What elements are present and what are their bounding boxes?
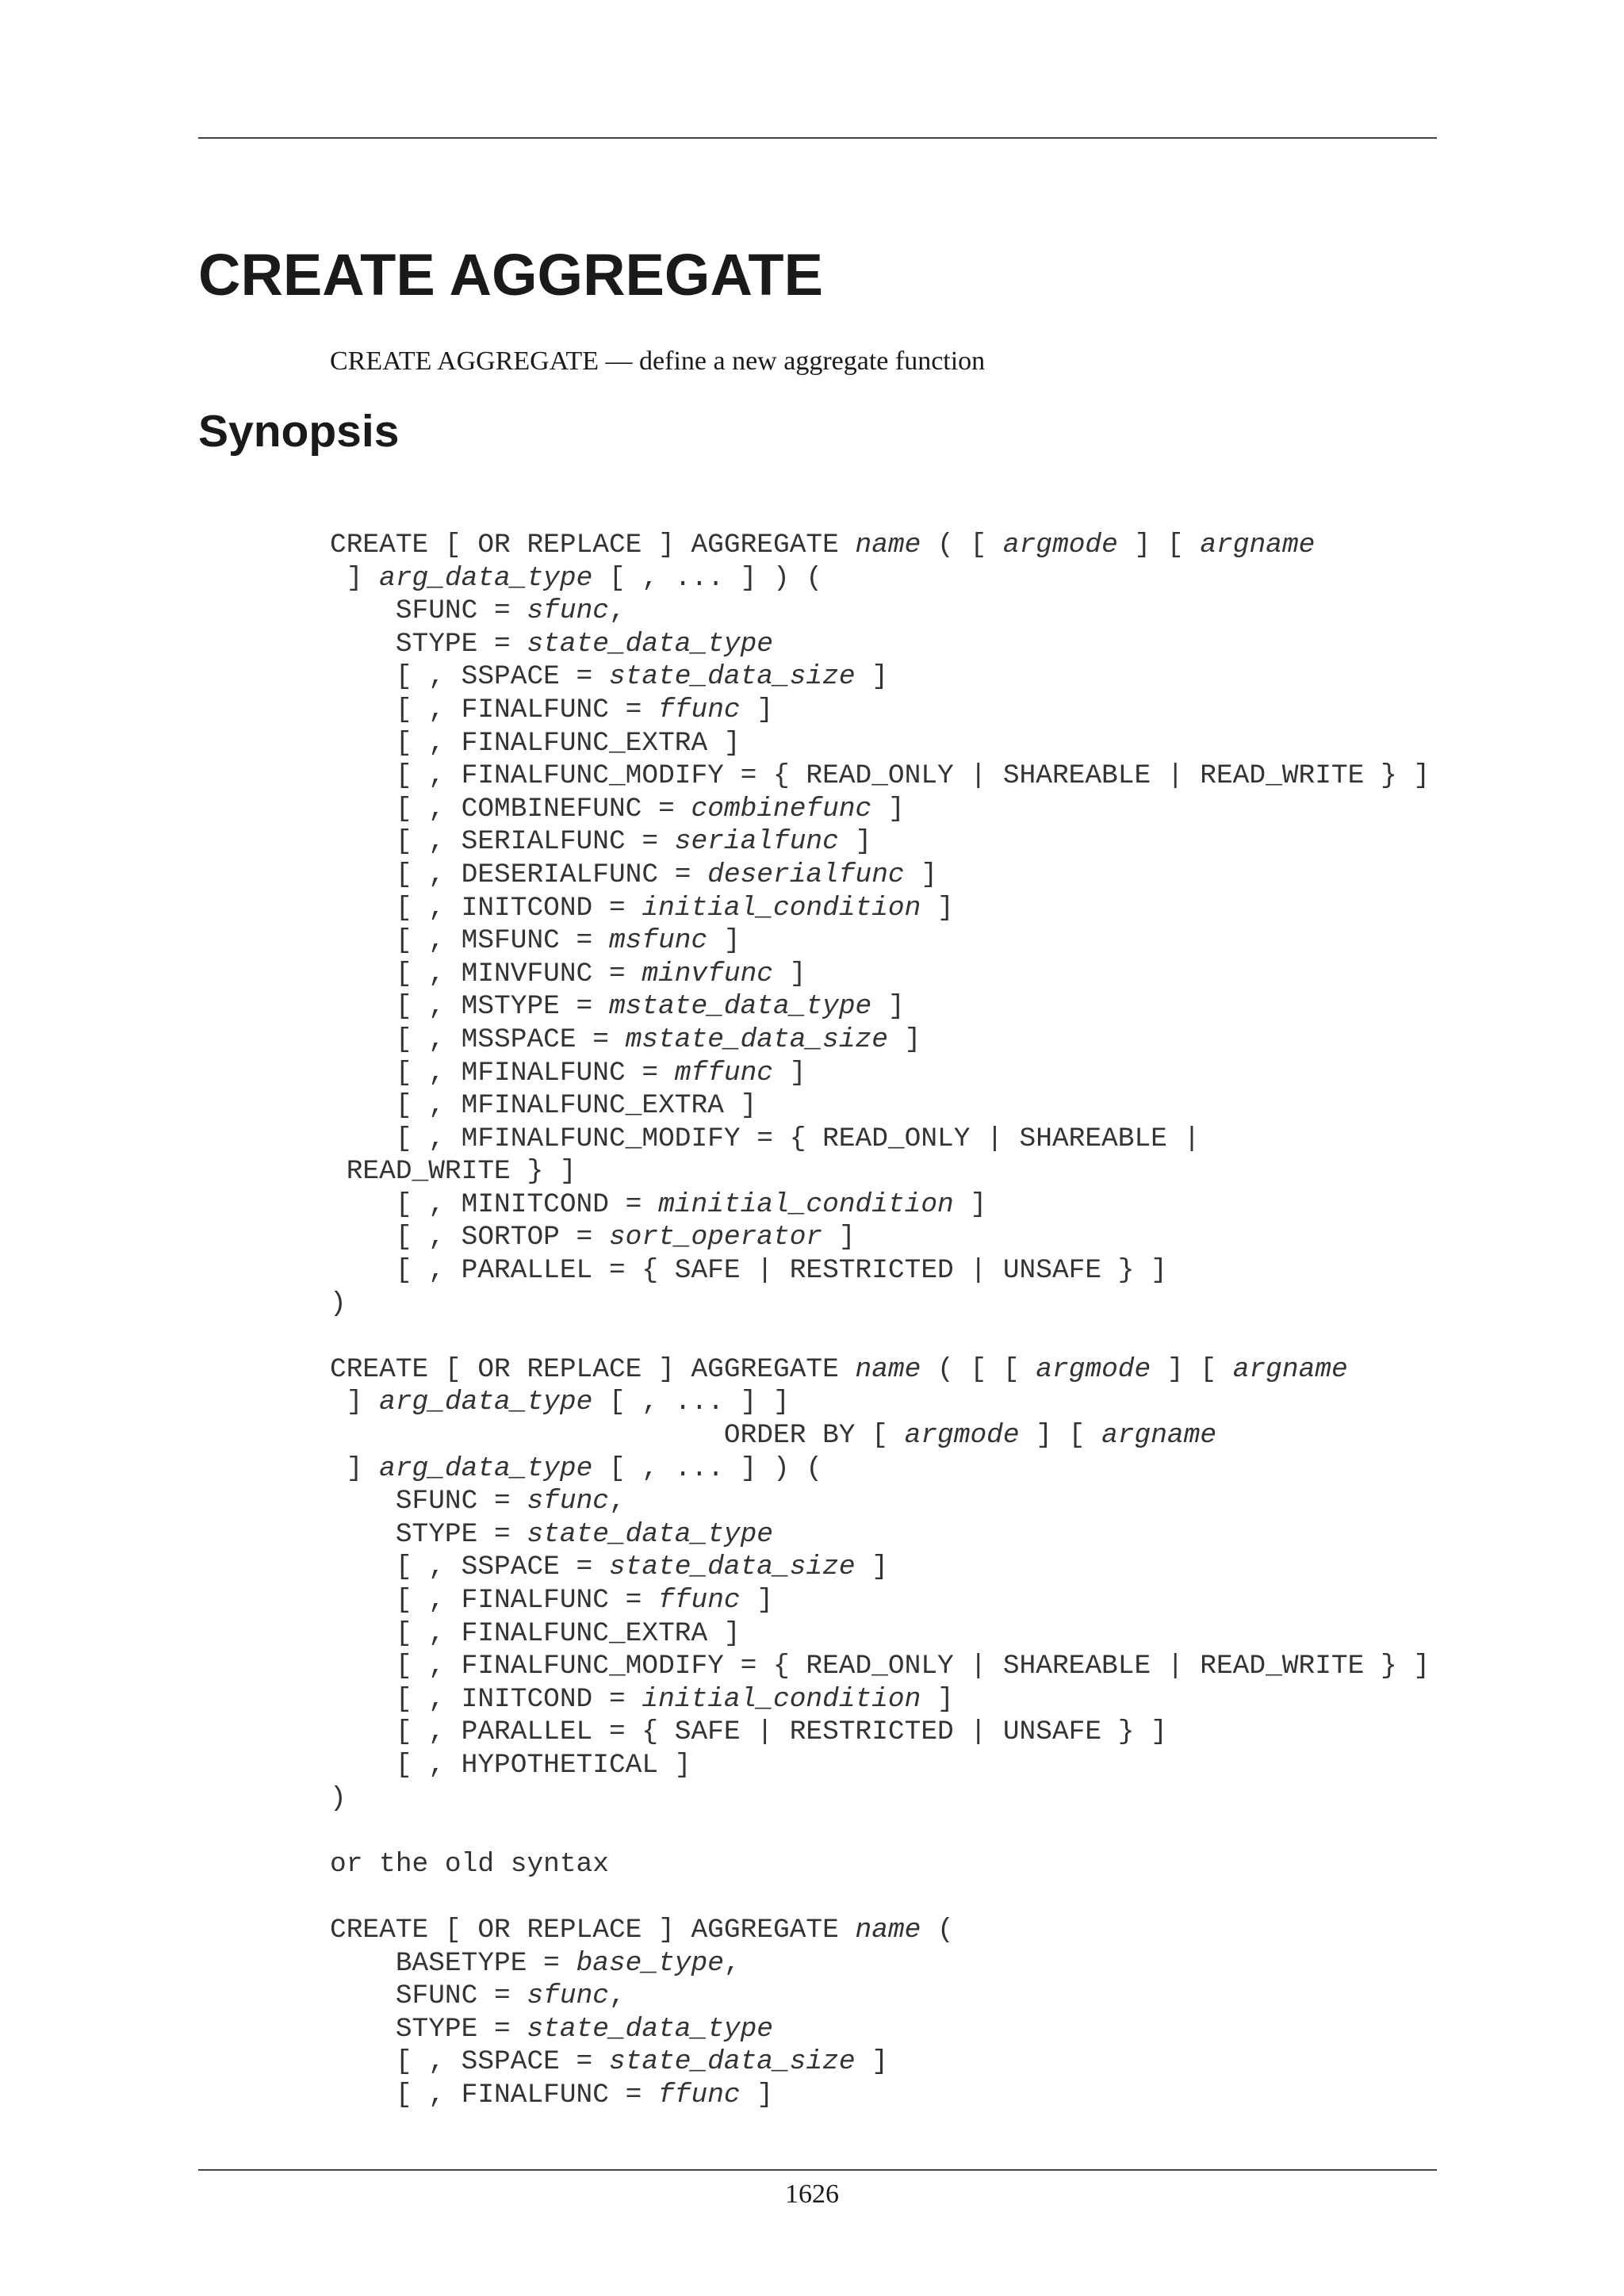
code-text: [ , MFINALFUNC = [330, 1057, 675, 1089]
code-line [330, 1584, 1430, 1617]
code-line [330, 1848, 1430, 1881]
code-line [330, 1485, 1430, 1518]
code-line [330, 1947, 1430, 1980]
code-text: [ , ... ] ] [592, 1387, 790, 1418]
code-text: ) [330, 1288, 347, 1319]
code-text: ] [330, 1452, 380, 1484]
code-text: [ , FINALFUNC_MODIFY = { READ_ONLY | SHAREABLE | READ_WRITE } ] [330, 1651, 1431, 1682]
code-placeholder: combinefunc [691, 793, 872, 825]
code-text: , [608, 1486, 626, 1517]
code-text: [ , FINALFUNC = [330, 2079, 659, 2110]
code-text: [ , MSSPACE = [330, 1024, 626, 1055]
code-line [330, 1057, 1430, 1090]
code-line [330, 1914, 1430, 1947]
code-placeholder: arg_data_type [379, 1387, 593, 1418]
code-text: STYPE = [330, 1518, 527, 1550]
code-line [330, 2013, 1430, 2046]
code-placeholder: sfunc [527, 1486, 609, 1517]
code-text: [ , MINITCOND = [330, 1188, 659, 1220]
code-text: ( [ [921, 530, 1003, 561]
synopsis-heading: Synopsis [198, 406, 400, 457]
code-line [330, 1749, 1430, 1782]
code-line [330, 628, 1430, 661]
code-placeholder: ffunc [658, 2079, 741, 2110]
code-line [330, 595, 1430, 628]
code-text: [ , MFINALFUNC_MODIFY = { READ_ONLY | SHAREABLE | [330, 1123, 1201, 1154]
reference-purpose: CREATE AGGREGATE — define a new aggregate function [330, 346, 986, 376]
code-placeholder: mstate_data_type [608, 991, 872, 1023]
code-placeholder: serialfunc [674, 826, 839, 858]
code-text: or the old syntax [330, 1848, 609, 1880]
code-text: ] [ [1151, 1353, 1233, 1385]
code-line [330, 1221, 1430, 1254]
code-line [330, 990, 1430, 1024]
synopsis-code-block [330, 529, 1430, 2112]
code-text: SFUNC = [330, 1486, 527, 1517]
code-placeholder: sort_operator [608, 1222, 823, 1253]
code-text: ] [921, 892, 954, 924]
code-line [330, 1353, 1430, 1387]
code-text: BASETYPE = [330, 1947, 576, 1979]
code-text: CREATE [ OR REPLACE ] AGGREGATE [330, 1914, 856, 1946]
code-text: ( [921, 1914, 954, 1946]
footer-rule [198, 2169, 1437, 2171]
code-placeholder: sfunc [527, 1980, 609, 2012]
code-text: [ , MSFUNC = [330, 925, 609, 957]
code-text: ] [838, 826, 872, 858]
blank-line [330, 1815, 1430, 1848]
blank-line [330, 1881, 1430, 1914]
code-text: ] [773, 958, 806, 989]
code-line [330, 793, 1430, 826]
code-text: ] [921, 1683, 954, 1715]
code-placeholder: argname [1101, 1420, 1217, 1452]
code-text: [ , FINALFUNC_MODIFY = { READ_ONLY | SHAREABLE | READ_WRITE } ] [330, 760, 1431, 792]
code-placeholder: initial_condition [642, 892, 921, 924]
code-text: [ , COMBINEFUNC = [330, 793, 691, 825]
code-text: ] [953, 1188, 987, 1220]
code-text: [ , FINALFUNC_EXTRA ] [330, 1617, 741, 1649]
page-number: 1626 [785, 2179, 839, 2209]
code-text: ] [ [1117, 530, 1201, 561]
code-text: STYPE = [330, 2013, 527, 2045]
code-text: [ , INITCOND = [330, 892, 642, 924]
code-text: STYPE = [330, 628, 527, 660]
code-text: [ , SORTOP = [330, 1222, 609, 1253]
code-line [330, 1386, 1430, 1419]
code-line [330, 2045, 1430, 2079]
code-line [330, 694, 1430, 727]
code-line [330, 1716, 1430, 1749]
code-placeholder: ffunc [658, 694, 741, 725]
code-placeholder: sfunc [527, 595, 609, 627]
code-text: ] [871, 991, 905, 1023]
code-placeholder: state_data_type [527, 1518, 774, 1550]
code-text: ] [855, 661, 888, 693]
code-text: ] [740, 2079, 774, 2110]
code-text: [ , FINALFUNC_EXTRA ] [330, 727, 741, 759]
code-text: ( [ [ [921, 1353, 1036, 1385]
code-line [330, 1617, 1430, 1651]
code-text: [ , SSPACE = [330, 661, 609, 693]
code-line [330, 892, 1430, 925]
code-placeholder: state_data_size [608, 2046, 856, 2078]
code-text: ] [330, 1387, 380, 1418]
code-line [330, 1683, 1430, 1716]
code-placeholder: msfunc [608, 925, 708, 957]
code-text: ] [330, 562, 380, 594]
code-placeholder: argmode [904, 1420, 1020, 1452]
code-text: ] [707, 925, 741, 957]
code-text: [ , MFINALFUNC_EXTRA ] [330, 1090, 757, 1122]
code-line [330, 1288, 1430, 1321]
code-text: [ , SERIALFUNC = [330, 826, 675, 858]
code-placeholder: state_data_size [608, 661, 856, 693]
code-text: [ , MINVFUNC = [330, 958, 642, 989]
code-line [330, 1419, 1430, 1452]
code-placeholder: minitial_condition [658, 1188, 954, 1220]
code-line [330, 727, 1430, 760]
code-text: , [723, 1947, 741, 1979]
code-text: ] [887, 1024, 921, 1055]
code-text: [ , PARALLEL = { SAFE | RESTRICTED | UNSAFE } ] [330, 1255, 1167, 1287]
code-text: , [608, 1980, 626, 2012]
code-placeholder: base_type [576, 1947, 724, 1979]
blank-line [330, 1320, 1430, 1353]
code-text: , [608, 595, 626, 627]
code-text: [ , HYPOTHETICAL ] [330, 1749, 691, 1781]
header-rule [198, 137, 1437, 139]
code-line [330, 924, 1430, 958]
code-text: CREATE [ OR REPLACE ] AGGREGATE [330, 530, 856, 561]
code-placeholder: arg_data_type [379, 562, 593, 594]
code-line [330, 1254, 1430, 1288]
code-text: SFUNC = [330, 595, 527, 627]
code-line [330, 660, 1430, 694]
code-text: [ , FINALFUNC = [330, 694, 659, 725]
code-line [330, 1188, 1430, 1222]
code-text: [ , ... ] ) ( [592, 1452, 823, 1484]
code-text: ] [904, 859, 938, 890]
code-line [330, 1123, 1430, 1156]
code-placeholder: state_data_type [527, 628, 774, 660]
code-text: [ , FINALFUNC = [330, 1585, 659, 1616]
code-line [330, 1551, 1430, 1584]
code-text: ] [740, 1585, 774, 1616]
code-line [330, 1782, 1430, 1816]
code-text: [ , ... ] ) ( [592, 562, 823, 594]
code-placeholder: state_data_type [527, 2013, 774, 2045]
code-placeholder: name [855, 530, 921, 561]
code-line [330, 1155, 1430, 1188]
code-placeholder: mstate_data_size [625, 1024, 888, 1055]
code-line [330, 1452, 1430, 1486]
code-text: ] [822, 1222, 856, 1253]
code-text: [ , SSPACE = [330, 2046, 609, 2078]
code-text: [ , DESERIALFUNC = [330, 859, 708, 890]
code-text: READ_WRITE } ] [330, 1156, 576, 1188]
code-text: ] [855, 1552, 888, 1583]
code-placeholder: argname [1200, 530, 1316, 561]
page-title: CREATE AGGREGATE [198, 242, 823, 308]
code-placeholder: argmode [1036, 1353, 1151, 1385]
code-text: ] [855, 2046, 888, 2078]
code-line [330, 760, 1430, 793]
code-text: CREATE [ OR REPLACE ] AGGREGATE [330, 1353, 856, 1385]
code-line [330, 1650, 1430, 1683]
code-placeholder: name [855, 1914, 921, 1946]
code-text: [ , INITCOND = [330, 1683, 642, 1715]
code-text: [ , PARALLEL = { SAFE | RESTRICTED | UNSAFE } ] [330, 1716, 1167, 1748]
code-line [330, 825, 1430, 859]
code-placeholder: argmode [1002, 530, 1118, 561]
code-text: ] [773, 1057, 806, 1089]
code-text: [ , SSPACE = [330, 1552, 609, 1583]
code-placeholder: minvfunc [642, 958, 774, 989]
code-text: [ , MSTYPE = [330, 991, 609, 1023]
code-placeholder: state_data_size [608, 1552, 856, 1583]
code-line [330, 1089, 1430, 1123]
code-line [330, 1024, 1430, 1057]
code-line [330, 958, 1430, 991]
code-line [330, 1980, 1430, 2013]
code-placeholder: ffunc [658, 1585, 741, 1616]
code-line [330, 562, 1430, 595]
code-placeholder: arg_data_type [379, 1452, 593, 1484]
code-placeholder: mffunc [674, 1057, 774, 1089]
code-placeholder: initial_condition [642, 1683, 921, 1715]
code-text: SFUNC = [330, 1980, 527, 2012]
code-line [330, 529, 1430, 562]
code-line [330, 859, 1430, 892]
code-text: ) [330, 1782, 347, 1814]
code-text: ORDER BY [ [330, 1420, 905, 1452]
code-placeholder: argname [1232, 1353, 1348, 1385]
code-placeholder: deserialfunc [707, 859, 905, 890]
code-placeholder: name [855, 1353, 921, 1385]
code-text: ] [740, 694, 774, 725]
code-text: ] [871, 793, 905, 825]
code-line [330, 2079, 1430, 2112]
code-line [330, 1518, 1430, 1552]
code-text: ] [ [1019, 1420, 1102, 1452]
